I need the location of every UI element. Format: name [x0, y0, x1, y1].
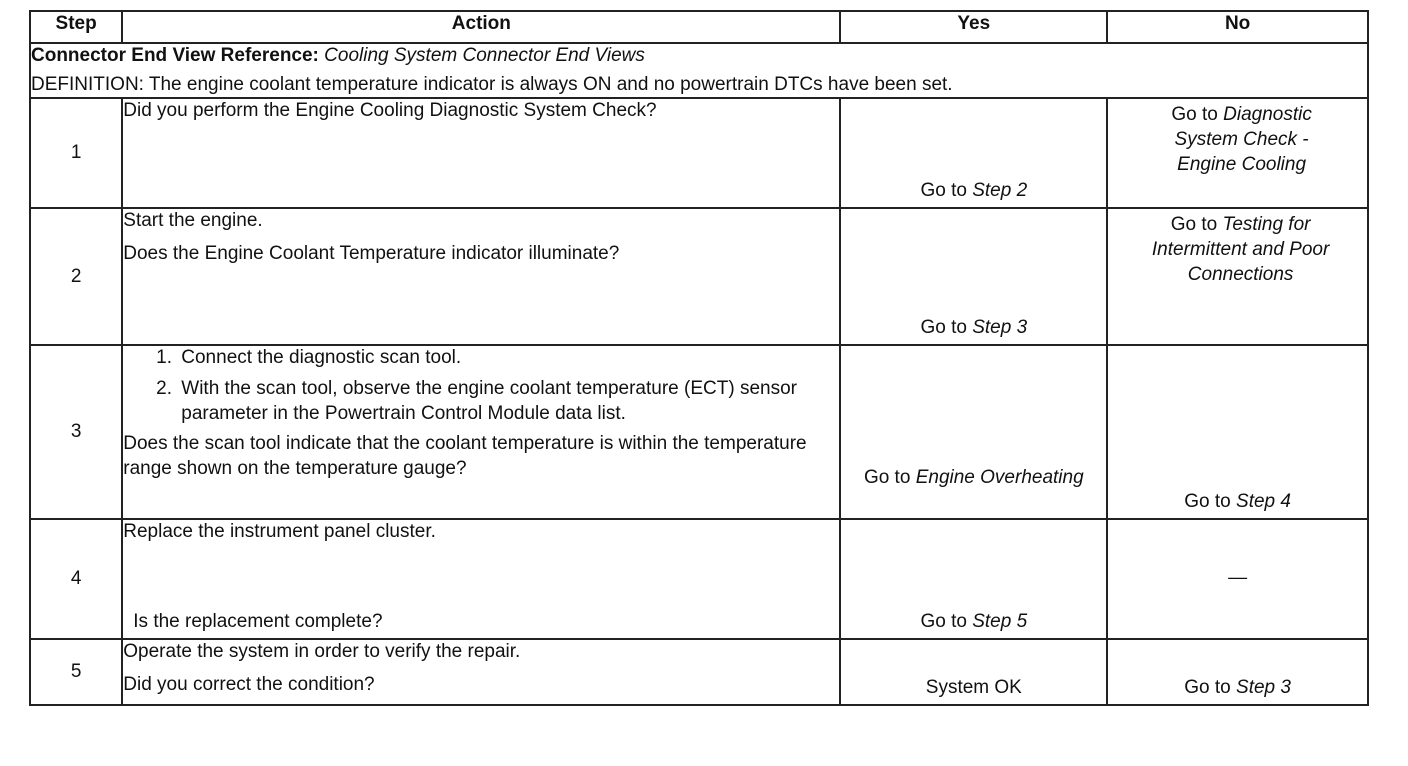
- yes-link[interactable]: Step 5: [972, 610, 1028, 632]
- reference-label: Connector End View Reference:: [31, 45, 319, 66]
- yes-prefix: Go to: [920, 610, 967, 632]
- step-number: 5: [30, 639, 122, 705]
- header-step: Step: [30, 11, 122, 43]
- action-question: Does the scan tool indicate that the coolant temperature is within the temperature range shown on the temperature gauge?: [123, 433, 807, 480]
- connector-reference: [31, 44, 1367, 69]
- yes-cell: [840, 519, 1107, 639]
- action-list: [123, 346, 839, 426]
- header-no: No: [1107, 11, 1368, 43]
- yes-link[interactable]: Step 2: [972, 179, 1028, 201]
- yes-text: System OK: [925, 676, 1022, 698]
- action-question: Is the replacement complete?: [133, 610, 383, 632]
- list-item: 2. With the scan tool, observe the engine coolant temperature (ECT) sensor parameter in the Powertrain Control Module data list.: [177, 377, 839, 426]
- yes-prefix: Go to: [920, 316, 967, 338]
- reference-cell: [30, 43, 1368, 98]
- action-cell: [122, 639, 840, 705]
- action-cell: [122, 98, 840, 208]
- table-row: [30, 98, 1368, 208]
- action-text: Does the Engine Coolant Temperature indicator illuminate?: [123, 243, 620, 265]
- list-item: 1. Connect the diagnostic scan tool.: [177, 346, 839, 371]
- step-number: 3: [30, 345, 122, 519]
- table-row: [30, 345, 1368, 519]
- definition-text: DEFINITION: The engine coolant temperature indicator is always ON and no powertrain DTCs have been set.: [31, 73, 953, 95]
- reference-row: [30, 43, 1368, 98]
- no-link[interactable]: Step 4: [1236, 490, 1291, 512]
- yes-cell: [840, 98, 1107, 208]
- header-action: Action: [122, 11, 840, 43]
- no-cell: [1107, 98, 1368, 208]
- step-number: 1: [30, 98, 122, 208]
- yes-link[interactable]: Step 3: [972, 316, 1028, 338]
- no-cell: [1107, 208, 1368, 345]
- yes-cell: [840, 208, 1107, 345]
- no-cell: [1107, 639, 1368, 705]
- action-text: Start the engine.: [123, 210, 263, 232]
- action-cell: [122, 519, 840, 639]
- step-number: 4: [30, 519, 122, 639]
- no-link[interactable]: Diagnostic System Check - Engine Cooling: [1174, 104, 1312, 175]
- step-number: 2: [30, 208, 122, 345]
- action-cell: [122, 345, 840, 519]
- yes-prefix: Go to: [863, 466, 911, 488]
- no-prefix: Go to: [1184, 490, 1231, 512]
- action-text: Did you perform the Engine Cooling Diagnostic System Check?: [123, 100, 657, 122]
- reference-value[interactable]: Cooling System Connector End Views: [324, 45, 645, 66]
- action-text: Did you correct the condition?: [123, 674, 375, 696]
- no-cell: [1107, 345, 1368, 519]
- no-prefix: Go to: [1170, 214, 1218, 236]
- no-prefix: Go to: [1171, 104, 1218, 126]
- yes-prefix: Go to: [920, 179, 967, 201]
- table-row: [30, 519, 1368, 639]
- yes-cell: [840, 345, 1107, 519]
- no-cell: [1107, 519, 1368, 639]
- no-link[interactable]: Testing for Intermittent and Poor Connections: [1151, 214, 1330, 285]
- action-text: Replace the instrument panel cluster.: [123, 521, 436, 543]
- action-text: Operate the system in order to verify the repair.: [123, 641, 521, 663]
- table-row: [30, 639, 1368, 705]
- no-dash: —: [1228, 568, 1248, 590]
- header-row: [30, 11, 1368, 43]
- diagnostic-table: [29, 10, 1369, 706]
- action-cell: [122, 208, 840, 345]
- no-link[interactable]: Step 3: [1236, 676, 1291, 698]
- yes-link[interactable]: Engine Overheating: [915, 466, 1084, 488]
- table-row: [30, 208, 1368, 345]
- header-yes: Yes: [840, 11, 1107, 43]
- yes-cell: [840, 639, 1107, 705]
- no-prefix: Go to: [1184, 676, 1231, 698]
